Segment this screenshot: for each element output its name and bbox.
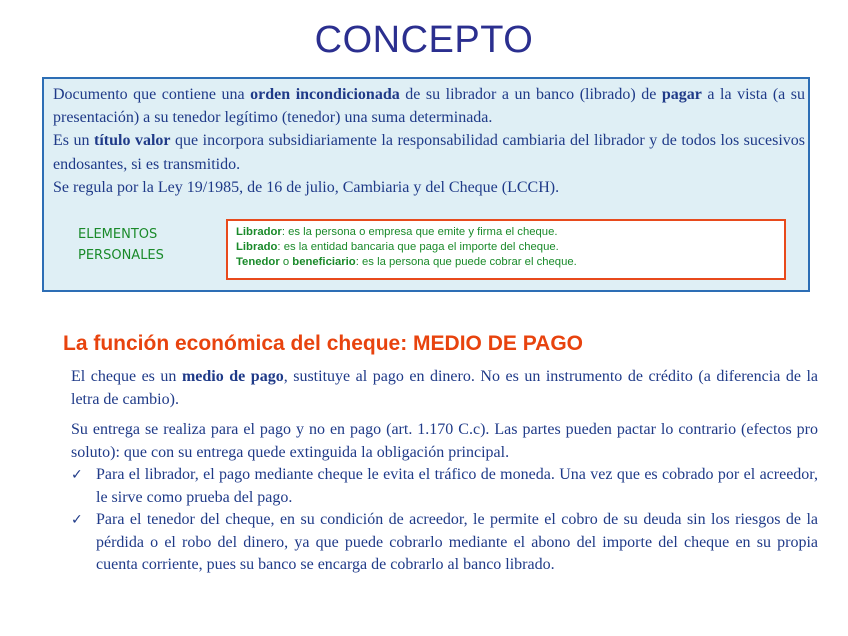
section-body: [71, 366, 818, 577]
elemento-librado: Librado: es la entidad bancaria que paga el importe del cheque.: [236, 241, 559, 253]
list-item: ✓ Para el librador, el pago mediante cheque le evita el tráfico de moneda. Una vez que es cobrado por el acreedor, le sirve como prueba del pago.: [71, 466, 818, 506]
check-icon: ✓: [71, 512, 83, 528]
elementos-personales-label: ELEMENTOS PERSONALES: [78, 227, 164, 263]
concept-paragraph-3: Se regula por la Ley 19/1985, de 16 de julio, Cambiaria y del Cheque (LCCH).: [53, 178, 560, 196]
section-heading: La función económica del cheque: MEDIO DE PAGO: [63, 332, 584, 355]
elemento-librador: Librador: es la persona o empresa que emite y firma el cheque.: [236, 226, 558, 238]
section-paragraph-1: El cheque es un medio de pago, sustituye al pago en dinero. No es un instrumento de crédito (a diferencia de la letra de cambio).: [71, 368, 819, 408]
section-paragraph-2: Su entrega se realiza para el pago y no en pago (art. 1.170 C.c). Las partes pueden pactar lo contrario (efectos pro soluto): que con su entrega quede extinguida la obligación principal.: [71, 421, 818, 461]
check-list: [71, 464, 818, 577]
elementos-personales-box: [226, 219, 786, 280]
elemento-tenedor: Tenedor o beneficiario: es la persona que puede cobrar el cheque.: [236, 256, 577, 268]
list-item: ✓ Para el tenedor del cheque, en su condición de acreedor, le permite el cobro de su deuda sin los riesgos de la pérdida o el robo del dinero, ya que puede cobrarlo mediante el abono del importe del cheque en su propia cuenta corriente, pues su banco se encarga de cobrarlo al banco librado.: [71, 511, 818, 573]
page-title: CONCEPTO: [314, 19, 534, 61]
concept-box: [42, 77, 810, 292]
concept-paragraph-1: Documento que contiene una orden incondicionada de su librador a un banco (librado) de pagar a la vista (a su presentación) a su tenedor legítimo (tenedor) una suma determinada.: [53, 86, 806, 127]
check-icon: ✓: [71, 467, 83, 483]
concept-text: [53, 83, 805, 199]
concept-paragraph-2: Es un título valor que incorpora subsidiariamente la responsabilidad cambiaria del librador y de todos los sucesivos endosantes, si es transmitido.: [53, 132, 806, 173]
